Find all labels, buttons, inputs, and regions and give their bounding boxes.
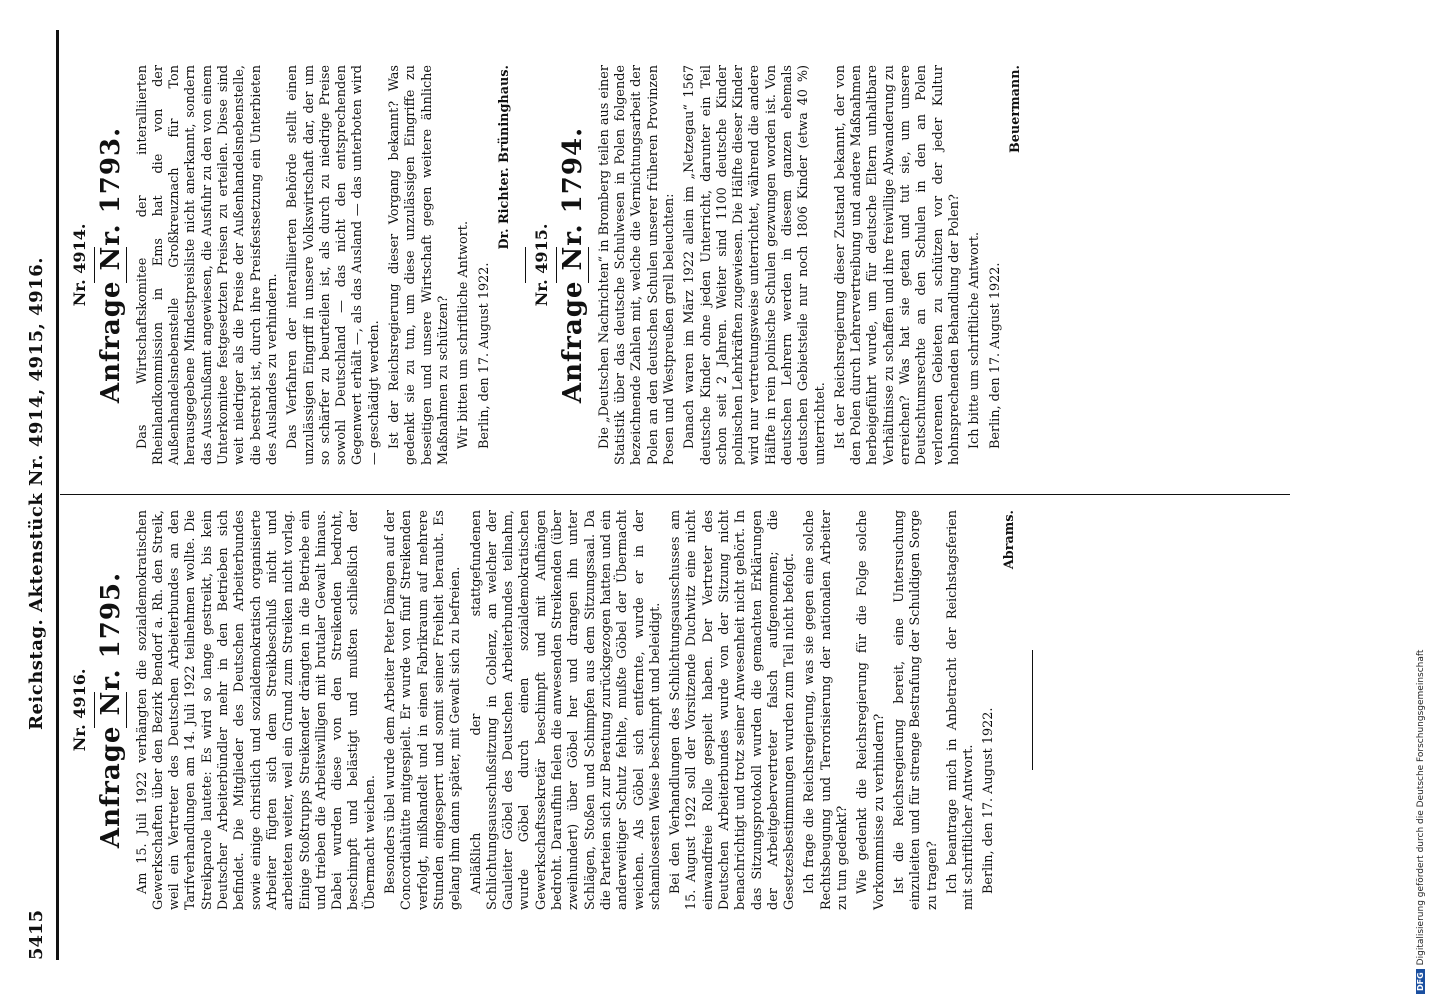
date-line: Berlin, den 17. August 1922. <box>476 262 492 449</box>
date-line: Berlin, den 17. August 1922. <box>981 707 997 894</box>
credit-text: Digitalisierung gefördert durch die Deutsche Forschungsgemeinschaft <box>1416 649 1426 966</box>
signature: Dr. Richter. Brüninghaus. <box>496 65 512 250</box>
digitization-credit <box>1416 650 1426 994</box>
separator-line <box>94 247 95 283</box>
page-number: 5415 <box>26 909 47 960</box>
paragraph: Wir bitten um schriftliche Antwort. <box>456 220 472 449</box>
paragraph: Wie gedenkt die Reichsregierung für die Folge solche Vorkommnisse zu verhindern? <box>855 510 887 910</box>
signature: Beuermann. <box>1007 65 1023 154</box>
paragraph: Danach waren im März 1922 allein im „Netzegau“ 1567 deutsche Kinder ohne jeden Unterricht, darunter ein Teil schon seit 2 Jahren. Weiter sind 1100 deutsche Kinder polnischen Lehrkräften zugewiesen. Die Hälfte dieser Kinder wird nur vertretungsweise unterrichtet, während die andere Hälfte in rein polnische Schulen gezwungen worden ist. Von deutschen Lehrern werden in diesem ganzen ehemals deutschen Gebietsteile nur noch 1806 Kinder (etwa 40 %) unterrichtet. <box>682 65 828 465</box>
paragraph: Ich bitte um schriftliche Antwort. <box>967 231 983 449</box>
section-number-4915: Nr. 4915. <box>532 223 552 307</box>
paragraph: Ist der Reichsregierung dieser Vorgang bekannt? Was gedenkt sie zu tun, um diese unzulässigen Eingriffe zu beseitigen und unsere Wirtschaft gegen weitere ähnliche Maßnahmen zu schützen? <box>387 65 451 465</box>
paragraph: Das Wirtschaftskomitee der interalliierten Rheinlandkommission in Ems hat die von der Außenhandelsnebenstelle Großkreuznach für Ton herausgegebene Mindestpreisliste nicht anerkannt, sondern das Ausschußamt angewiesen, die Ausfuhr zu den von einem Unterkomitee festgesetzten Preisen zu erteilen. Diese sind weit niedriger als die Preise der Außenhandelsnebenstelle, die bestrebt ist, durch ihre Preisfestsetzung ein Unterbieten des Auslandes zu verhindern. <box>134 65 280 465</box>
column-left <box>64 65 1028 465</box>
dfg-logo: DFG <box>1416 969 1425 994</box>
paragraph: Besonders übel wurde dem Arbeiter Peter Dämgen auf der Concordiahütte mitgespielt. Er wurde von fünf Streikenden verfolgt, mißhandelt und in einen Fabrikraum auf mehrere Stunden eingesperrt und somit seiner Freiheit beraubt. Es gelang ihm dann später, mit Gewalt sich zu befreien. <box>383 510 464 910</box>
signature: Abrams. <box>1001 510 1017 570</box>
date-line: Berlin, den 17. August 1922. <box>987 262 1003 449</box>
paragraph: Ich beantrage mich in Anbetracht der Reichstagsferien mit schriftlicher Antwort. <box>944 510 977 910</box>
heading-anfrage-1794: Anfrage Nr. 1794. <box>558 126 589 404</box>
paragraph: Anläßlich der stattgefundenen Schlichtungsausschußsitzung in Coblenz, an welcher der Gauleiter Göbel des Deutschen Arbeiterbundes teilnahm, wurde Göbel durch einen sozialdemokratischen Gewerkschaftssekretär beschimpft und mit Aufhängen bedroht. Daraufhin fielen die anwesenden Streikenden (über zweihundert) über Göbel her und drangen ihn unter Schlägen, Stoßen und Schimpfen aus dem Sitzungssaal. Da die Parteien sich zur Beratung zurückgezogen hatten und ein anderweitiger Schutz fehlte, mußte Göbel der Übermacht weichen. Als Göbel sich entfernte, wurde er in der schamlosesten Weise beschimpft und beleidigt. <box>468 510 663 910</box>
paragraph: Ist die Reichsregierung bereit, eine Untersuchung einzuleiten und für strenge Bestrafung der Schuldigen Sorge zu tragen? <box>891 510 940 910</box>
end-rule <box>1032 650 1033 770</box>
column-right <box>64 510 1047 910</box>
separator-line <box>525 247 526 283</box>
paragraph: Das Verfahren der interalliierten Behörde stellt einen unzulässigen Eingriff in unsere Volkswirtschaft dar, der um so schärfer zu beurteilen ist, als durch zu niedrige Preise sowohl Deutschland — das nicht den entsprechenden Gegenwert erhält —, als das Ausland — das unterboten wird — geschädigt werden. <box>285 65 382 465</box>
heading-anfrage-1793: Anfrage Nr. 1793. <box>96 126 127 404</box>
paragraph: Ist der Reichsregierung dieser Zustand bekannt, der von den Polen durch Lehrervertreibung und andere Maßnahmen herbeigeführt wurde, um für deutsche Eltern unhaltbare Verhältnisse zu schaffen und ihre freiwillige Abwanderung zu erreichen? Was hat sie getan und tut sie, um unsere Deutschtumsrechte an den Schulen in den an Polen verlorenen Gebieten zu schützen vor der jeder Kultur hohnsprechenden Behandlung der Polen? <box>832 65 962 465</box>
paragraph: Bei den Verhandlungen des Schlichtungsausschusses am 15. August 1922 soll der Vorsitzende Duchwitz eine nicht einwandfreie Rolle gespielt haben. Der Vertreter des Deutschen Arbeiterbundes wurde von der Sitzung nicht benachrichtigt und trotz seiner Anwesenheit nicht gehört. In das Sitzungsprotokoll wurden die gemachten Erklärungen der Arbeitgebervertreter falsch aufgenommen; die Gesetzesbestimmungen wurden zum Teil nicht befolgt. <box>668 510 798 910</box>
paragraph: Am 15. Juli 1922 verhängten die sozialdemokratischen Gewerkschaften über den Bezirk Bendorf a. Rh. den Streik, weil ein Vertreter des Deutschen Arbeiterbundes an den Tarifverhandlungen am 14. Juli 1922 teilnehmen wollte. Die Streikparole lautete: Es wird so lange gestreikt, bis kein Deutscher Arbeiterbündler mehr in den Betrieben sich befindet. Die Mitglieder des Deutschen Arbeiterbundes sowie einige christlich und sozialdemokratisch organisierte Arbeiter fügten sich dem Streikbeschluß nicht und arbeiteten weiter, weil ein Grund zum Streiken nicht vorlag. Einige Stoßtrupps Streikender drängten in die Betriebe ein und trieben die Arbeitswilligen mit brutaler Gewalt hinaus. Dabei wurden diese von den Streikenden bedroht, beschimpft und belästigt und mußten schließlich der Übermacht weichen. <box>134 510 378 910</box>
separator-line <box>94 692 95 728</box>
paragraph: Die „Deutschen Nachrichten“ in Bromberg teilen aus einer Statistik über das deutsche Schulwesen in Polen folgende bezeichnende Zahlen mit, welche die Vernichtungsarbeit der Polen an den deutschen Schulen unserer früheren Provinzen Posen und Westpreußen grell beleuchten: <box>596 65 677 465</box>
page-title: Reichstag. Aktenstück Nr. 4914, 4915, 4916. <box>26 257 47 730</box>
separator-line <box>556 247 557 283</box>
running-header <box>22 40 52 960</box>
section-number-4914: Nr. 4914. <box>70 223 89 307</box>
header-rule <box>56 30 59 960</box>
column-divider <box>60 494 1290 495</box>
heading-anfrage-1795: Anfrage Nr. 1795. <box>96 571 127 849</box>
section-number-4916: Nr. 4916. <box>70 668 89 752</box>
paragraph: Ich frage die Reichsregierung, was sie gegen eine solche Rechtsbeugung und Terrorisierung der nationalen Arbeiter zu tun gedenkt? <box>802 510 851 910</box>
